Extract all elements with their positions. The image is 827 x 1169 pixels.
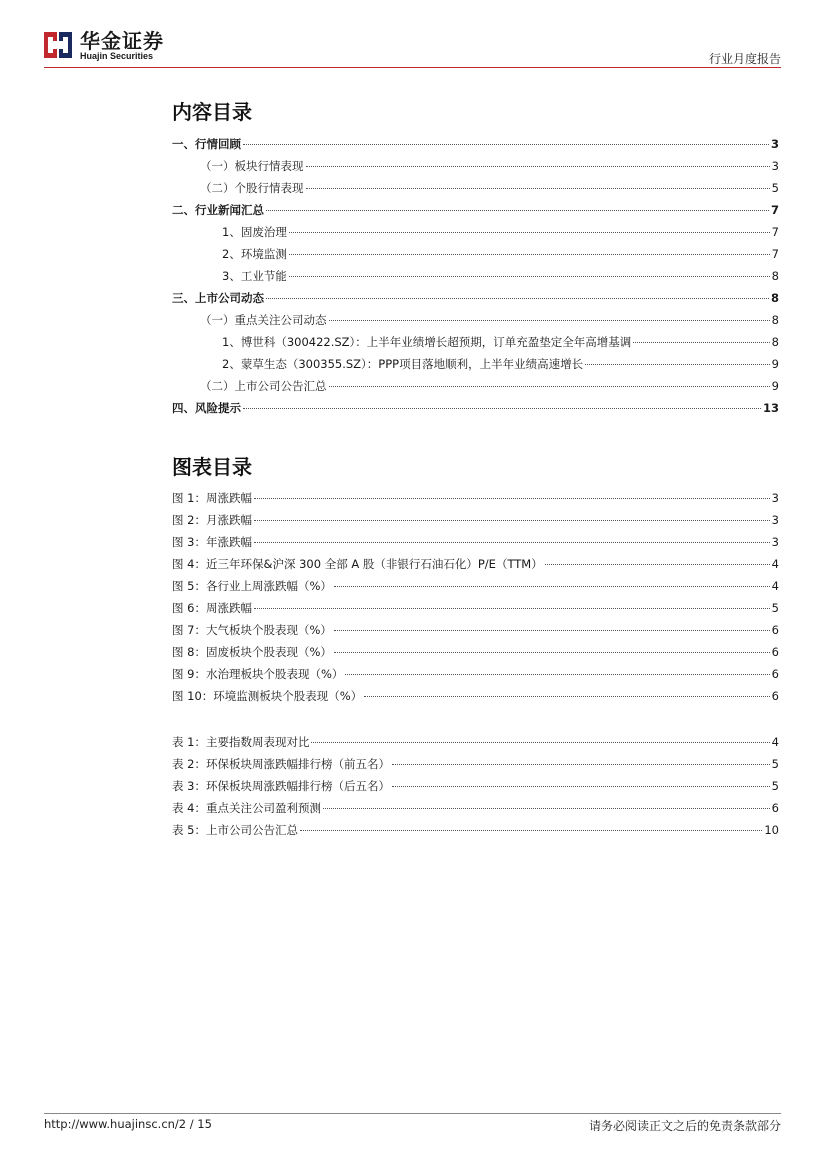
- toc-entry-label: 表 3：环保板块周涨跌幅排行榜（后五名）: [172, 779, 390, 793]
- toc-entry-label: 2、蒙草生态（300355.SZ）：PPP项目落地顺利，上半年业绩高速增长: [222, 357, 584, 371]
- tables-list: [172, 731, 779, 841]
- toc-leader-dots: [266, 210, 769, 211]
- toc-entry[interactable]: [172, 309, 779, 331]
- report-type: 行业月度报告: [708, 52, 781, 66]
- company-logo: [44, 30, 184, 62]
- toc-entry-page: 4: [771, 735, 779, 749]
- toc-entry-label: 三、上市公司动态: [172, 291, 264, 305]
- toc-entry-label: 1、固废治理: [222, 225, 287, 239]
- toc-entry[interactable]: [172, 155, 779, 177]
- toc-entry[interactable]: [172, 353, 779, 375]
- toc-leader-dots: [334, 652, 770, 653]
- toc-entry[interactable]: [172, 619, 779, 641]
- toc-entry-label: 图 3：年涨跌幅: [172, 535, 252, 549]
- toc-leader-dots: [254, 608, 770, 609]
- page-header: [0, 0, 827, 70]
- toc-leader-dots: [392, 786, 770, 787]
- toc-entry[interactable]: [172, 199, 779, 221]
- toc-leader-dots: [545, 564, 770, 565]
- toc-leader-dots: [243, 408, 761, 409]
- toc-entry-label: 表 2：环保板块周涨跌幅排行榜（前五名）: [172, 757, 390, 771]
- toc-entry[interactable]: [172, 575, 779, 597]
- toc-leader-dots: [289, 276, 770, 277]
- toc-entry-label: 一、行情回顾: [172, 137, 241, 151]
- toc-entry[interactable]: [172, 509, 779, 531]
- toc-entry[interactable]: [172, 753, 779, 775]
- toc-entry-page: 3: [771, 491, 779, 505]
- toc-entry-label: 二、行业新闻汇总: [172, 203, 264, 217]
- toc-entry[interactable]: [172, 487, 779, 509]
- toc-entry-label: 1、博世科（300422.SZ）：上半年业绩增长超预期，订单充盈垫定全年高增基调: [222, 335, 632, 349]
- toc-entry[interactable]: [172, 265, 779, 287]
- toc-entry-page: 10: [764, 823, 779, 837]
- toc-entry-page: 9: [771, 357, 779, 371]
- toc-leader-dots: [289, 232, 770, 233]
- toc-entry-page: 3: [771, 535, 779, 549]
- toc-entry[interactable]: [172, 797, 779, 819]
- toc-entry-page: 5: [771, 779, 779, 793]
- huajin-logo-icon: [44, 30, 74, 60]
- toc-entry-label: （二）上市公司公告汇总: [200, 379, 327, 393]
- toc-entry[interactable]: [172, 177, 779, 199]
- toc-entry-label: 表 5：上市公司公告汇总: [172, 823, 298, 837]
- toc-entry[interactable]: [172, 243, 779, 265]
- toc-entry-label: 图 2：月涨跌幅: [172, 513, 252, 527]
- toc-leader-dots: [392, 764, 770, 765]
- toc-entry[interactable]: [172, 221, 779, 243]
- toc-entry-label: 表 4：重点关注公司盈利预测: [172, 801, 321, 815]
- toc-leader-dots: [633, 342, 769, 343]
- toc-entry-page: 8: [770, 291, 779, 305]
- toc-leader-dots: [306, 188, 770, 189]
- toc-entry[interactable]: [172, 553, 779, 575]
- toc-entry-page: 6: [771, 801, 779, 815]
- toc-entry-page: 9: [771, 379, 779, 393]
- toc-entry-label: 图 8：固废板块个股表现（%）: [172, 645, 332, 659]
- toc-entry-page: 8: [771, 313, 779, 327]
- toc-entry-label: 四、风险提示: [172, 401, 241, 415]
- toc-entry-label: （一）板块行情表现: [200, 159, 304, 173]
- toc-leader-dots: [254, 498, 770, 499]
- brand-name-cn: 华金证券: [80, 29, 164, 53]
- toc-entry-page: 7: [771, 247, 779, 261]
- toc-entry-page: 8: [771, 335, 779, 349]
- toc-leader-dots: [364, 696, 769, 697]
- toc-entry-page: 4: [771, 557, 779, 571]
- toc-leader-dots: [334, 586, 770, 587]
- toc-leader-dots: [329, 386, 770, 387]
- figures-title: 图表目录: [172, 455, 252, 479]
- toc-entry-page: 3: [770, 137, 779, 151]
- toc-leader-dots: [311, 742, 769, 743]
- toc-entry-page: 6: [771, 645, 779, 659]
- toc-leader-dots: [254, 520, 770, 521]
- toc-entry-label: 3、工业节能: [222, 269, 287, 283]
- toc-leader-dots: [254, 542, 770, 543]
- toc-entry-page: 5: [771, 757, 779, 771]
- toc-leader-dots: [289, 254, 770, 255]
- toc-entry[interactable]: [172, 663, 779, 685]
- toc-leader-dots: [243, 144, 769, 145]
- toc-entry-page: 7: [771, 225, 779, 239]
- toc-entry[interactable]: [172, 397, 779, 419]
- toc-entry-page: 3: [771, 159, 779, 173]
- toc-entry-label: 图 4：近三年环保&沪深 300 全部 A 股（非银行石油石化）P/E（TTM）: [172, 557, 543, 571]
- toc-leader-dots: [334, 630, 770, 631]
- toc-entry-label: 2、环境监测: [222, 247, 287, 261]
- toc-entry[interactable]: [172, 731, 779, 753]
- toc-entry-page: 6: [771, 667, 779, 681]
- toc-entry-page: 5: [771, 181, 779, 195]
- toc-entry-page: 13: [762, 401, 779, 415]
- toc-entry-page: 6: [771, 623, 779, 637]
- header-divider: [44, 67, 781, 68]
- toc-entry[interactable]: [172, 287, 779, 309]
- toc-entry[interactable]: [172, 775, 779, 797]
- toc-leader-dots: [345, 674, 769, 675]
- footer-url-page[interactable]: http://www.huajinsc.cn/2 / 15: [44, 1117, 212, 1131]
- toc-entry[interactable]: [172, 375, 779, 397]
- toc-entry[interactable]: [172, 641, 779, 663]
- footer-disclaimer: 请务必阅读正文之后的免责条款部分: [588, 1119, 781, 1133]
- figures-list: [172, 487, 779, 707]
- toc-entry-label: 图 6：周涨跌幅: [172, 601, 252, 615]
- toc-leader-dots: [306, 166, 770, 167]
- toc-entry-label: 图 10：环境监测板块个股表现（%）: [172, 689, 363, 703]
- toc-entry-page: 7: [770, 203, 779, 217]
- toc-leader-dots: [300, 830, 762, 831]
- toc-entry-page: 3: [771, 513, 779, 527]
- toc-entry-label: 表 1：主要指数周表现对比: [172, 735, 310, 749]
- toc-entry-label: 图 7：大气板块个股表现（%）: [172, 623, 332, 637]
- toc-entry[interactable]: [172, 531, 779, 553]
- toc-entry-label: 图 9：水治理板块个股表现（%）: [172, 667, 344, 681]
- toc-entry[interactable]: [172, 597, 779, 619]
- toc-leader-dots: [585, 364, 770, 365]
- toc-entry-page: 5: [771, 601, 779, 615]
- toc-entry[interactable]: [172, 819, 779, 841]
- footer-divider: [44, 1113, 781, 1114]
- toc-entry-label: （一）重点关注公司动态: [200, 313, 327, 327]
- toc-entry-label: 图 5：各行业上周涨跌幅（%）: [172, 579, 332, 593]
- toc-entry-page: 6: [771, 689, 779, 703]
- toc-entry[interactable]: [172, 685, 779, 707]
- toc-entry[interactable]: [172, 331, 779, 353]
- contents-list: [172, 133, 779, 419]
- toc-leader-dots: [323, 808, 770, 809]
- toc-entry[interactable]: [172, 133, 779, 155]
- toc-entry-label: （二）个股行情表现: [200, 181, 304, 195]
- contents-title: 内容目录: [172, 100, 252, 124]
- toc-leader-dots: [266, 298, 769, 299]
- toc-leader-dots: [329, 320, 770, 321]
- toc-entry-label: 图 1：周涨跌幅: [172, 491, 252, 505]
- toc-entry-page: 8: [771, 269, 779, 283]
- toc-entry-page: 4: [771, 579, 779, 593]
- brand-name-en: Huajin Securities: [80, 51, 154, 61]
